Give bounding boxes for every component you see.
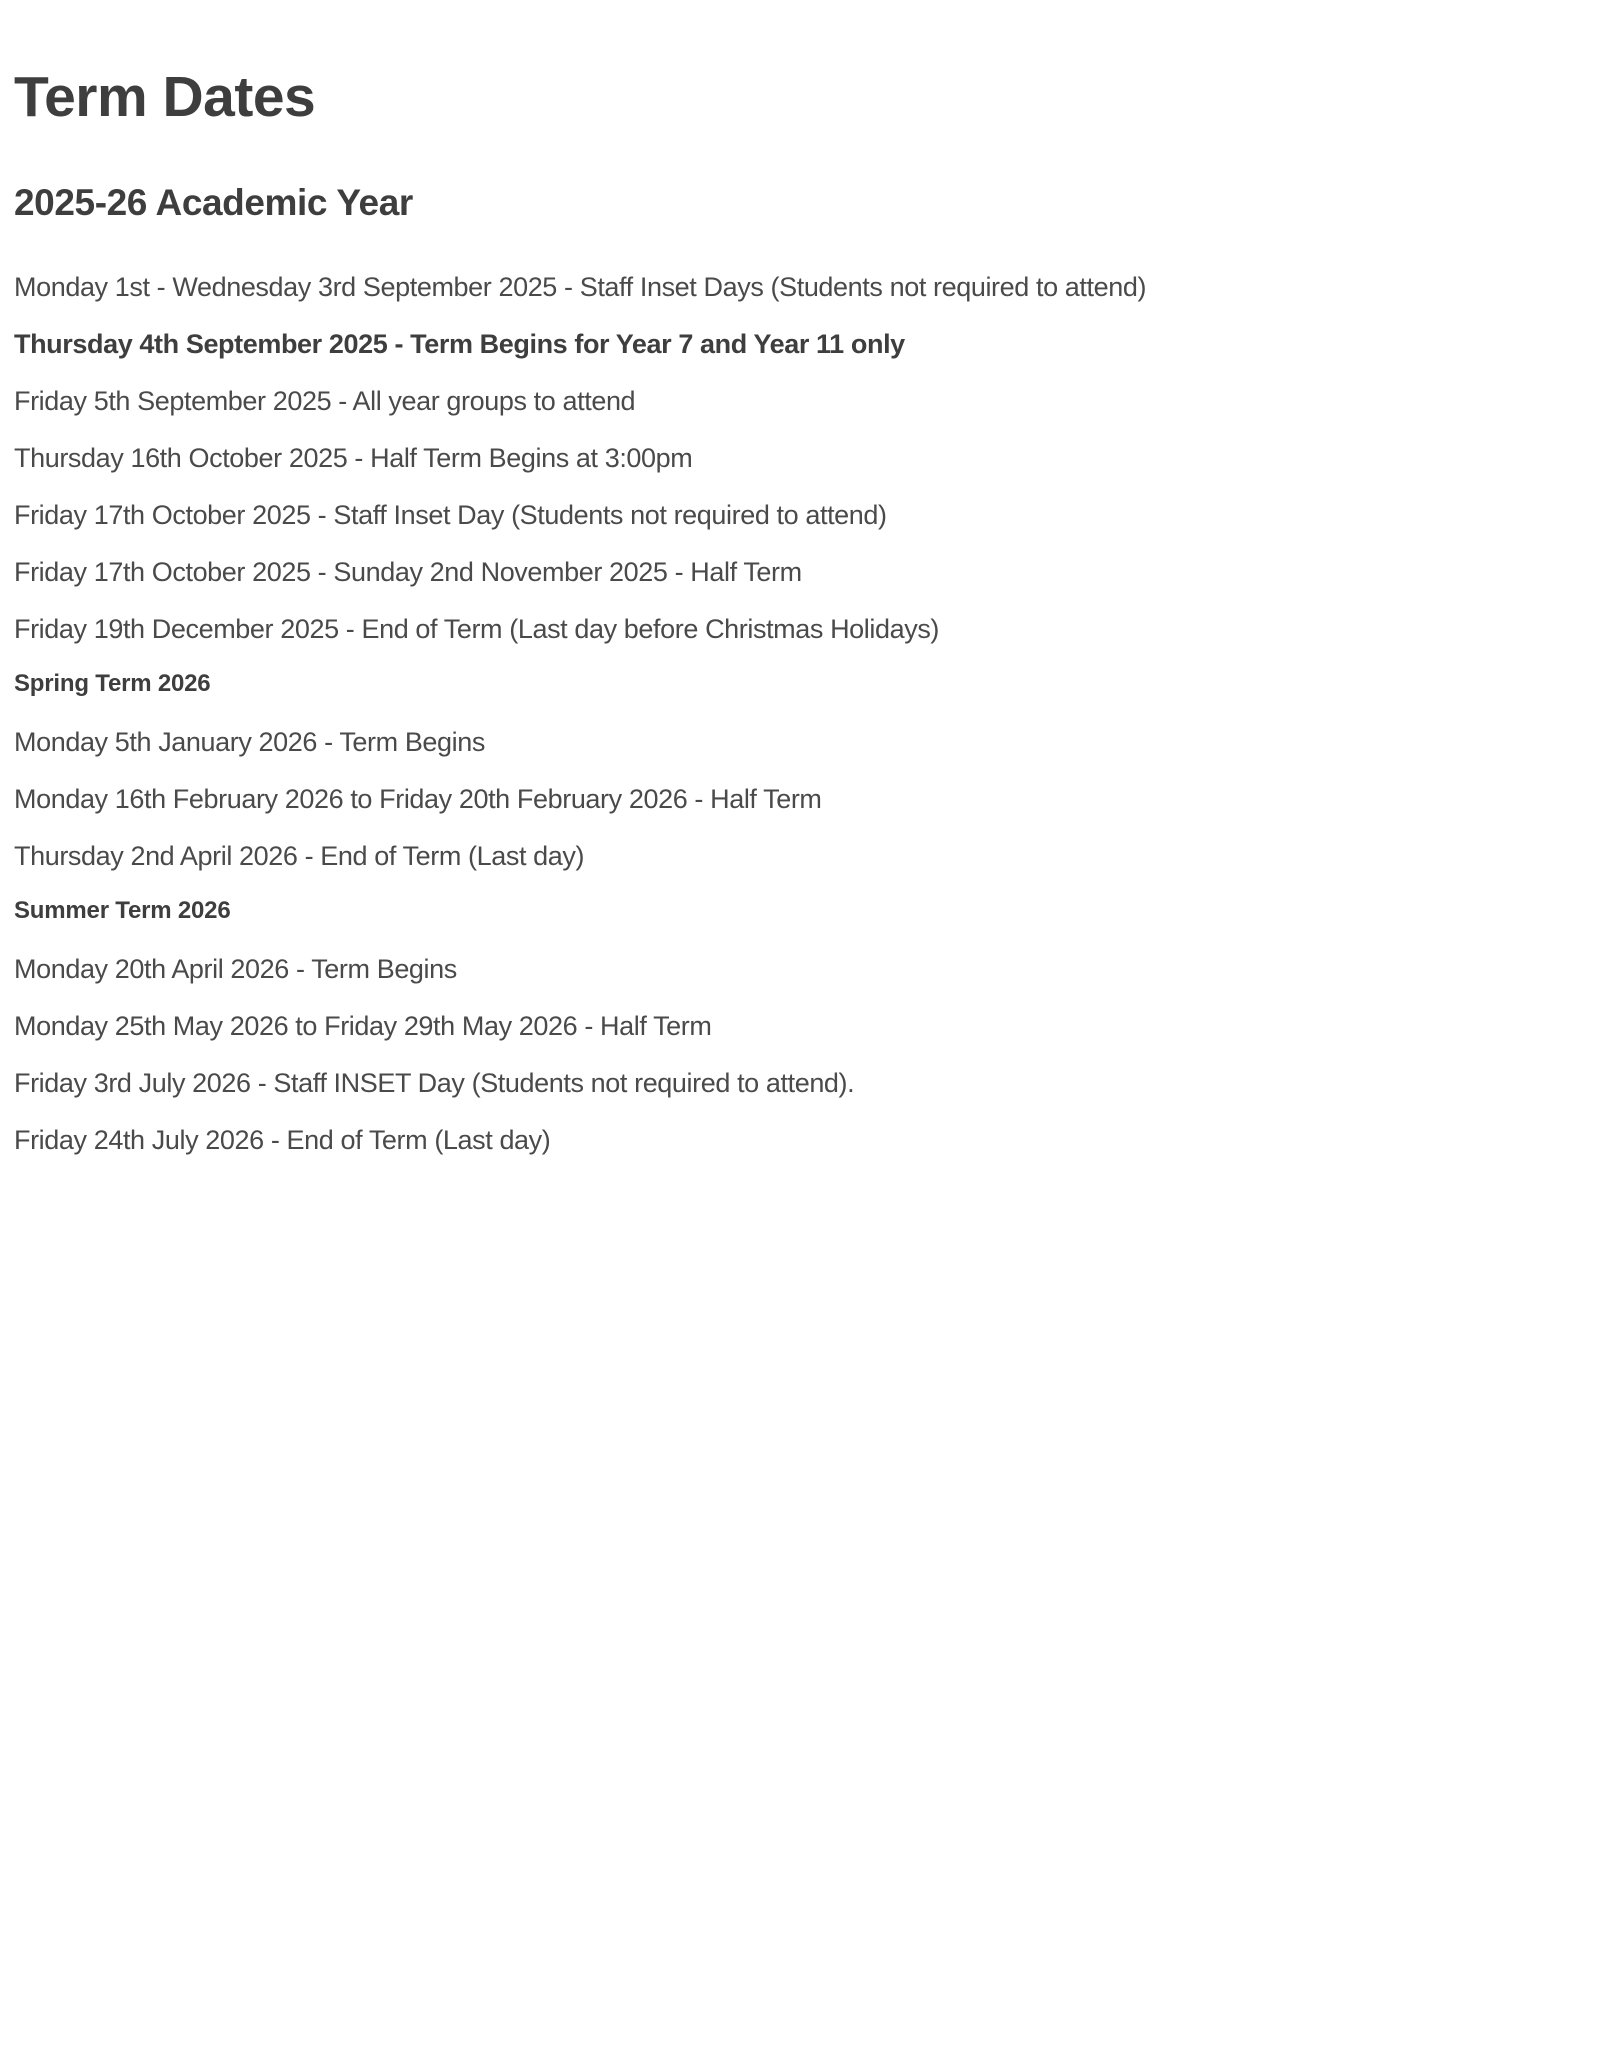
section-summer-term xyxy=(14,896,1576,1158)
term-date-line: Monday 16th February 2026 to Friday 20th February 2026 - Half Term xyxy=(14,784,822,815)
academic-year-heading: 2025-26 Academic Year xyxy=(14,182,413,224)
section-autumn-term xyxy=(14,270,1576,647)
term-date-line: Thursday 16th October 2025 - Half Term Begins at 3:00pm xyxy=(14,443,693,474)
term-date-line: Friday 17th October 2025 - Staff Inset Day (Students not required to attend) xyxy=(14,500,887,531)
term-date-line-emphasised: Thursday 4th September 2025 - Term Begins for Year 7 and Year 11 only xyxy=(14,329,905,360)
section-spring-term xyxy=(14,669,1576,874)
term-date-line: Friday 19th December 2025 - End of Term (Last day before Christmas Holidays) xyxy=(14,614,940,645)
term-date-line: Friday 24th July 2026 - End of Term (Last day) xyxy=(14,1125,551,1156)
term-date-line: Thursday 2nd April 2026 - End of Term (Last day) xyxy=(14,841,585,872)
term-date-line: Monday 5th January 2026 - Term Begins xyxy=(14,727,485,758)
term-date-line: Monday 20th April 2026 - Term Begins xyxy=(14,954,457,985)
spring-term-heading: Spring Term 2026 xyxy=(14,670,211,698)
page-title: Term Dates xyxy=(14,65,316,129)
term-date-line: Monday 1st - Wednesday 3rd September 2025 - Staff Inset Days (Students not required to attend) xyxy=(14,272,1147,303)
term-date-line: Friday 5th September 2025 - All year groups to attend xyxy=(14,386,636,417)
summer-term-heading: Summer Term 2026 xyxy=(14,897,231,925)
term-date-line: Friday 3rd July 2026 - Staff INSET Day (Students not required to attend). xyxy=(14,1068,855,1099)
term-date-line: Friday 17th October 2025 - Sunday 2nd November 2025 - Half Term xyxy=(14,557,802,588)
term-date-line: Monday 25th May 2026 to Friday 29th May 2026 - Half Term xyxy=(14,1011,712,1042)
